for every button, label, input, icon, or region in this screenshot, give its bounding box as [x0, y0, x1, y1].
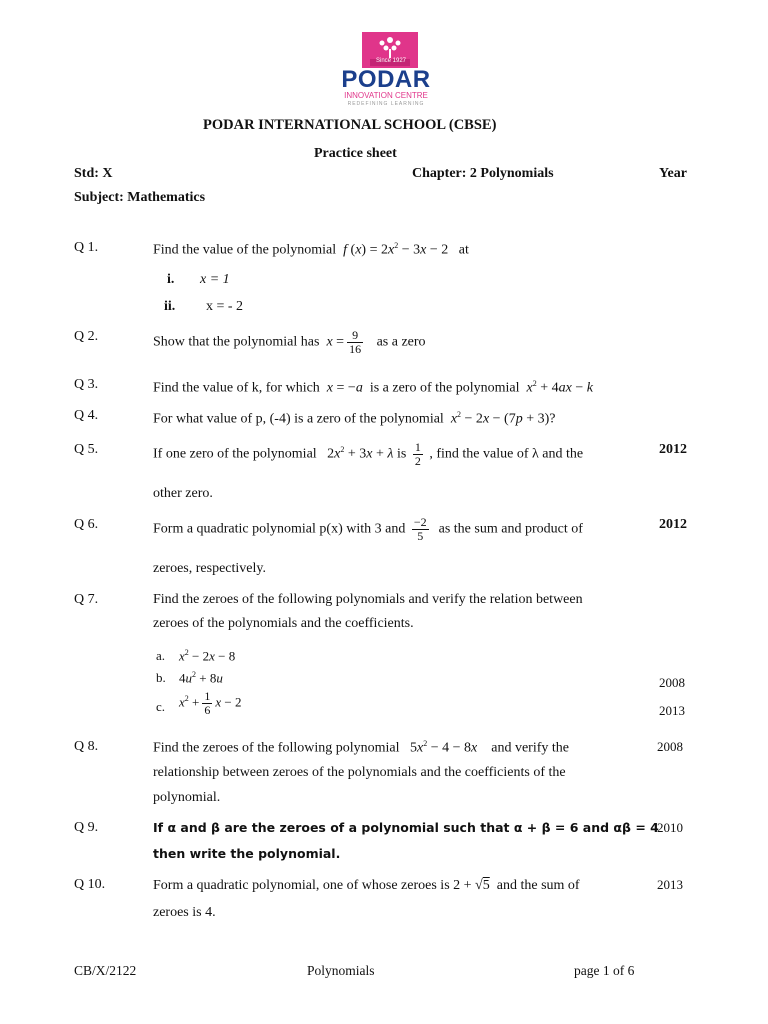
subject-line — [74, 190, 205, 206]
q6-prompt: Form a quadratic polynomial p(x) with 3 and — [153, 521, 406, 537]
q7-line2: zeroes of the polynomials and the coefficients. — [153, 616, 414, 631]
q1-at: at — [458, 242, 469, 258]
q7-year-c: 2013 — [659, 703, 685, 718]
q3-mid: is a zero of the polynomial — [369, 380, 520, 396]
q6-year: 2012 — [659, 517, 687, 532]
subject-value: : Mathematics — [119, 190, 206, 205]
q6-fraction: $\frac{-2}{5}$ — [413, 515, 427, 543]
q6-rest: as the sum and product of — [438, 521, 583, 537]
q5-text: If one zero of the polynomial $2x^2 + 3x + \lambda$ is $\frac{1}{2}$ , find the value of λ and the — [153, 440, 584, 468]
subject-label: Subject — [74, 190, 120, 205]
logo-tagline: REDEFINING LEARNING — [347, 101, 425, 107]
q2-text: Show that the polynomial has x = $\frac{9}{16}$ as a zero — [153, 328, 426, 356]
q10-year: 2013 — [657, 877, 683, 892]
std-label: Std: X — [74, 166, 113, 181]
footer-code: CB/X/2122 — [74, 963, 137, 978]
q7-b-label: b. — [156, 670, 166, 685]
q3-prompt: Find the value of k, for which — [153, 380, 320, 396]
q1-i-value: x = 1 — [200, 272, 230, 287]
q9-year: 2010 — [657, 820, 683, 835]
q10-line2: zeroes is 4. — [153, 905, 216, 920]
chapter-label: Chapter: 2 Polynomials — [412, 166, 554, 181]
q5-prompt: If one zero of the polynomial — [153, 446, 317, 462]
q1-i-label: i. — [167, 272, 175, 287]
q10-prompt: Form a quadratic polynomial, one of whose zeroes is — [153, 878, 450, 893]
q9-line2: then write the polynomial. — [153, 846, 341, 861]
q1-ii-value: x = - 2 — [206, 299, 244, 314]
q8-prompt: Find the zeroes of the following polynomial — [153, 740, 400, 756]
q7-number: Q 7. — [74, 592, 99, 607]
q2-prompt: Show that the polynomial has — [153, 334, 320, 350]
q7-a-poly: $x^2 - 2x - 8$ — [179, 648, 236, 664]
q9-number: Q 9. — [74, 820, 99, 835]
q1-prompt: Find the value of the polynomial — [153, 242, 337, 258]
sheet-title: Practice sheet — [314, 146, 397, 161]
year-header: Year — [659, 166, 687, 181]
q7-year-b: 2008 — [659, 675, 685, 690]
q7-line1: Find the zeroes of the following polynomials and verify the relation between — [153, 592, 583, 607]
q3-number: Q 3. — [74, 377, 99, 392]
q5-is: is — [397, 446, 407, 462]
q10-number: Q 10. — [74, 877, 106, 892]
q8-year: 2008 — [657, 739, 683, 754]
q5-fraction: $\frac{1}{2}$ — [414, 440, 421, 468]
q1-number: Q 1. — [74, 240, 99, 255]
q10-text: Form a quadratic polynomial, one of whose zeroes is 2 + √5 and the sum of — [153, 878, 580, 893]
q1-ii-label: ii. — [164, 299, 176, 314]
q8-rest: and verify the — [491, 740, 569, 756]
q4-number: Q 4. — [74, 408, 99, 423]
q9-line1: If α and β are the zeroes of a polynomial such that α + β = 6 and αβ = 4 — [153, 820, 659, 835]
q4-prompt: For what value of p, (-4) is a zero of the polynomial — [153, 411, 444, 427]
q3-text: Find the value of k, for which x = −a is a zero of the polynomial $x^2 + 4ax - k$ — [153, 379, 593, 396]
q8-text: Find the zeroes of the following polynomial $5x^2 - 4 - 8x$ and verify the — [153, 739, 569, 756]
q5-number: Q 5. — [74, 442, 99, 457]
q1-text: Find the value of the polynomial f $(x) = 2x^2 - 3x - 2$ at — [153, 241, 469, 258]
q7-b-poly: $4u^2 + 8u$ — [179, 670, 223, 686]
q5-line2: other zero. — [153, 486, 213, 501]
q6-text — [153, 516, 583, 543]
q2-fraction: $\frac{9}{16}$ — [349, 328, 362, 356]
logo-since: Since 1927 — [376, 58, 407, 64]
q5-rest: , find the value of λ and the — [429, 446, 584, 462]
footer-page: page 1 of 6 — [574, 963, 635, 978]
q4-text: For what value of p, (-4) is a zero of the polynomial $x^2 - 2x - (7p + 3)$? — [153, 410, 556, 427]
q1-polynomial: f — [339, 242, 348, 258]
q6-number: Q 6. — [74, 517, 99, 532]
q7-c-poly: $x^2$ + $\frac{1}{6}$ x − 2 — [179, 689, 242, 717]
q7-c-label: c. — [156, 699, 166, 714]
q2-zero-text: as a zero — [376, 334, 426, 350]
q2-number: Q 2. — [74, 329, 99, 344]
q6-line2: zeroes, respectively. — [153, 561, 266, 576]
footer-topic: Polynomials — [307, 963, 375, 978]
q8-line3: polynomial. — [153, 790, 221, 805]
q7-a-label: a. — [156, 648, 166, 663]
q8-line2: relationship between zeroes of the polynomials and the coefficients of the — [153, 765, 566, 780]
school-title: PODAR INTERNATIONAL SCHOOL (CBSE) — [203, 117, 497, 133]
q8-number: Q 8. — [74, 739, 99, 754]
logo-mark — [362, 32, 418, 68]
q5-year: 2012 — [659, 442, 687, 457]
q10-rest: and the sum of — [496, 878, 580, 893]
logo-subtitle: INNOVATION CENTRE — [344, 91, 428, 100]
logo-word: PODAR — [341, 66, 431, 93]
